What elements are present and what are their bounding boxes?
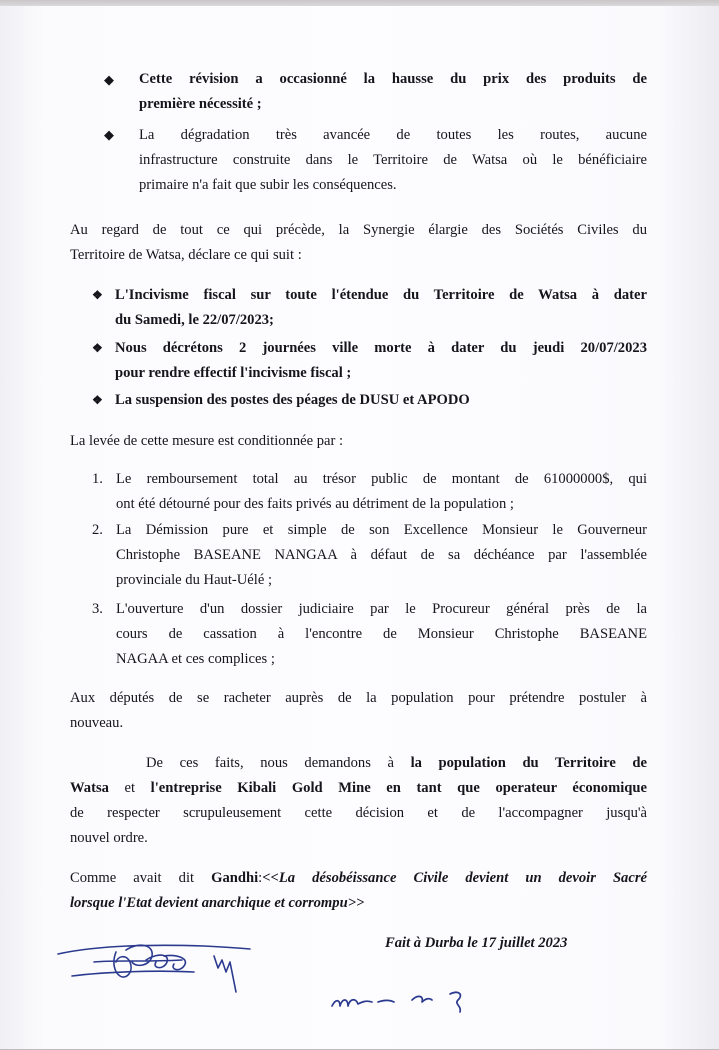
condition-3-line-1: L'ouverture d'un dossier judiciaire par le Procureur général près de la (116, 601, 647, 617)
intro-line-2: Territoire de Watsa, déclare ce qui suit : (70, 247, 302, 263)
diamond-bullet-icon: ◆ (104, 127, 114, 142)
condition-2-line-2: Christophe BASEANE NANGAA à défaut de sa déchéance par l'assemblée (116, 547, 647, 563)
intro-line-1: Au regard de tout ce qui précède, la Synergie élargie des Sociétés Civiles du (70, 222, 647, 238)
quote-line-2: lorsque l'Etat devient anarchique et corrompu>> (70, 895, 365, 911)
condition-3-line-3: NAGAA et ces complices ; (116, 651, 275, 667)
condition-3-number: 3. (92, 601, 103, 617)
deputes-line-1: Aux députés de se racheter auprès de la population pour prétendre postuler à (70, 690, 647, 706)
demand-kibali: l'entreprise Kibali Gold Mine en tant que operateur économique (150, 780, 647, 796)
signature-right (326, 980, 486, 1020)
four-diamond-bullet-icon: ❖ (92, 393, 103, 407)
bullet-1-line-1: Cette révision a occasionné la hausse du prix des produits de (139, 71, 647, 87)
demand-line-3: de respecter scrupuleusement cette décision et de l'accompagner jusqu'à (70, 805, 647, 821)
demand-line-1-bold: la population du Territoire de (410, 755, 647, 771)
four-diamond-bullet-icon: ❖ (92, 288, 103, 302)
quote-text-1: <<La désobéissance Civile devient un devoir Sacré (262, 870, 647, 886)
bullet-2-line-3: primaire n'a fait que subir les conséquences. (139, 177, 397, 193)
document-page (0, 6, 719, 1050)
condition-2-line-1: La Démission pure et simple de son Excellence Monsieur le Gouverneur (116, 522, 647, 538)
demand-line-2 (70, 776, 647, 801)
four-diamond-bullet-icon: ❖ (92, 341, 103, 355)
demand-line-1 (146, 751, 647, 776)
bullet-2-line-2: infrastructure construite dans le Territoire de Watsa où le bénéficiaire (139, 152, 647, 168)
bullet-2-line-1: La dégradation très avancée de toutes les routes, aucune (139, 127, 647, 143)
condition-2-line-3: provinciale du Haut-Uélé ; (116, 572, 273, 588)
condition-1-line-1: Le remboursement total au trésor public de montant de 61000000$, qui (116, 471, 647, 487)
demand-line-4: nouvel ordre. (70, 830, 148, 846)
closing-date: Fait à Durba le 17 juillet 2023 (385, 935, 568, 951)
condition-1-number: 1. (92, 471, 103, 487)
quote-line-1 (70, 866, 647, 891)
declaration-2-line-2: pour rendre effectif l'incivisme fiscal ; (115, 365, 352, 381)
quote-colon: : (258, 870, 263, 886)
diamond-bullet-icon: ◆ (104, 72, 114, 87)
quote-prefix: Comme avait dit (70, 870, 212, 886)
signature-left (54, 932, 264, 996)
declaration-1-line-1: L'Incivisme fiscal sur toute l'étendue du Territoire de Watsa à dater (115, 287, 647, 303)
demand-and: et (108, 780, 151, 796)
declaration-2-line-1: Nous décrétons 2 journées ville morte à dater du jeudi 20/07/2023 (115, 340, 647, 356)
declaration-1-line-2: du Samedi, le 22/07/2023; (115, 312, 274, 328)
quote-author: Gandhi (211, 870, 259, 886)
condition-3-line-2: cours de cassation à l'encontre de Monsieur Christophe BASEANE (116, 626, 647, 642)
demand-watsa: Watsa (70, 780, 109, 796)
condition-1-line-2: ont été détourné pour des faits privés au détriment de la population ; (116, 496, 514, 512)
bullet-1-line-2: première nécessité ; (139, 96, 262, 112)
deputes-line-2: nouveau. (70, 715, 124, 731)
condition-2-number: 2. (92, 522, 103, 538)
condition-intro: La levée de cette mesure est conditionnée par : (70, 433, 344, 449)
declaration-3-line-1: La suspension des postes des péages de DUSU et APODO (115, 392, 470, 408)
demand-line-1-text: De ces faits, nous demandons à (146, 755, 411, 771)
